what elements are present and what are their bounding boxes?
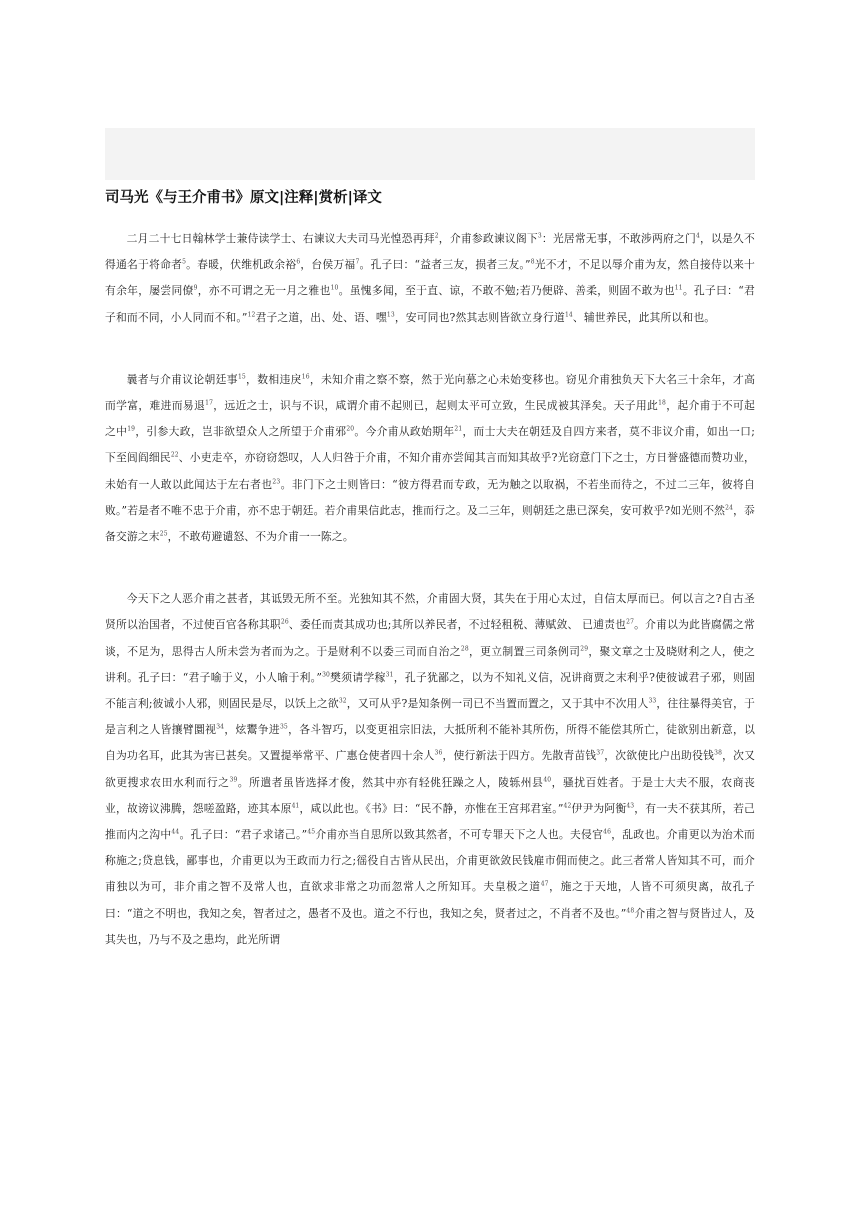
- text-run: ，聚文章之士及晓财利之人，使之讲利。孔子曰：“君子喻于义，小人喻于利。”: [105, 644, 756, 684]
- footnote-marker: 43: [626, 802, 635, 810]
- footnote-marker: 15: [237, 373, 246, 381]
- footnote-marker: 12: [247, 311, 256, 319]
- text-run: ，乱政也。介甫更以为治术而称施之;贷息钱，鄙事也，介甫更以为王政而力行之;徭役自古皆从民出，介甫更欲敛民钱雇市佣而使之。此三者常人皆知其不可，而介甫独以为可，非介甫之智不及常人也，直欲求非常之功而忽常人之所知耳。夫皇极之道: [105, 828, 756, 894]
- footnote-marker: 21: [454, 425, 463, 433]
- footnote-marker: 2: [434, 232, 439, 240]
- text-run: ，介甫参政谏议阁下: [438, 232, 538, 245]
- header-band: [105, 128, 755, 180]
- text-run: ，台侯万福: [300, 258, 356, 272]
- footnote-marker: 20: [346, 425, 355, 433]
- footnote-marker: 35: [279, 723, 288, 731]
- text-run: 君子之道，出、处、语、嘿: [255, 310, 387, 324]
- footnote-marker: 16: [301, 373, 310, 381]
- footnote-marker: 37: [596, 749, 605, 757]
- footnote-marker: 32: [338, 697, 347, 705]
- text-run: 介甫之智与贤皆过人，及其失也，乃与不及之患均，此光所谓: [105, 906, 755, 946]
- footnote-marker: 39: [229, 776, 238, 784]
- text-run: ，咸以此也。《书》曰：“民不静，亦惟在王宫邦君室。”: [299, 801, 564, 815]
- text-run: ，各斗智巧，以变更祖宗旧法，大抵所利不能补其所伤，所得不能偿其所亡，徒欲别出新意，以自为功名耳，此其为害已甚矣。又置提举常平、广惠仓使者四十余人: [105, 723, 756, 763]
- text-run: ，起介甫于不可起之中: [105, 399, 756, 439]
- text-run: 。孔子曰：“君子求诸己。”: [179, 828, 308, 842]
- text-run: 樊须请学稼: [330, 670, 386, 684]
- footnote-marker: 9: [193, 284, 198, 292]
- footnote-marker: 41: [291, 802, 300, 810]
- article-title: 司马光《与王介甫书》原文|注释|赏析|译文: [105, 190, 382, 206]
- footnote-marker: 17: [205, 399, 214, 407]
- text-run: 。孔子曰：“益者三友，损者三友。”: [359, 258, 531, 272]
- text-run: 。非门下之士则皆曰：“彼方得君而专政，无为触之以取祸，不若坐而待之，不过二三年，彼将自败。”若是者不唯不忠于介甫，亦不忠于朝廷。若介甫果信此志，推而行之。及二三年，则朝廷之患已深矣，安可救乎?如光则不然: [105, 477, 756, 517]
- footnote-marker: 7: [355, 258, 360, 266]
- text-run: ，数相违戾: [245, 372, 302, 386]
- footnote-marker: 48: [626, 907, 635, 915]
- footnote-marker: 47: [540, 880, 549, 888]
- text-run: 伊尹为阿衡: [571, 801, 627, 815]
- footnote-marker: 24: [725, 504, 734, 512]
- text-run: 今天下之人恶介甫之甚者，其诋毁无所不至。光独知其不然，介甫固大贤，其失在于用心太过，自信太厚而已。何以言之?自古圣贤所以治国者，不过使百官各称其职: [105, 592, 755, 632]
- footnote-marker: 10: [330, 284, 339, 292]
- text-run: 。所遣者虽皆选择才俊，然其中亦有轻佻狂躁之人，陵轹州县: [237, 775, 544, 789]
- text-run: ，又可从乎?是知条例一司已不当置而置之，又于其中不次用人: [346, 697, 649, 711]
- text-run: ，使行新法于四方。先散青苗钱: [442, 749, 597, 763]
- footnote-marker: 6: [296, 258, 301, 266]
- text-run: ，次欲使比户出助役钱: [604, 749, 715, 763]
- footnote-marker: 30: [322, 671, 330, 679]
- text-run: 、委任而责其成功也;其所以养民者，不过轻租税、薄赋敛、 已逋责也: [288, 618, 627, 632]
- text-run: ，施之于天地，人皆不可须臾离，故孔子曰：“道之不明也，我知之矣，智者过之，愚者不及也。道之不行也，我知之矣，贤者过之，不肖者不及也。”: [105, 880, 755, 920]
- footnote-marker: 29: [580, 645, 589, 653]
- text-run: ，炫鬻争进: [224, 723, 280, 737]
- text-run: ，有一夫不获其所，若己推而内之沟中: [105, 801, 755, 842]
- text-run: ，未知介甫之察不察，然于光向慕之心未始变移也。窃见介甫独负天下大名三十余年，才高而学富，难进而易退: [105, 372, 756, 413]
- footnote-marker: 27: [626, 618, 635, 626]
- footnote-marker: 11: [674, 284, 683, 292]
- footnote-marker: 34: [216, 723, 225, 731]
- text-run: ，安可同也?然其志则皆欲立身行道: [394, 310, 565, 324]
- footnote-marker: 28: [460, 645, 469, 653]
- paragraph: [105, 586, 755, 953]
- text-run: 二月二十七日翰林学士兼侍读学士、右谏议大夫司马光惶恐再拜: [126, 232, 435, 245]
- paragraph: [105, 367, 755, 550]
- footnote-marker: 22: [170, 451, 179, 459]
- text-run: 、小吏走卒，亦窃窃怨叹，人人归咎于介甫，不知介甫亦尝闻其言而知其故乎?光窃意门下之士，方日誉盛德而赞功业，未始有一人敢以此闻达于左右者也: [105, 451, 756, 491]
- text-run: 、辅世养民，此其所以和也。: [572, 310, 716, 324]
- footnote-marker: 25: [159, 530, 168, 538]
- footnote-marker: 23: [272, 478, 281, 486]
- footnote-marker: 26: [280, 618, 289, 626]
- footnote-marker: 18: [658, 399, 667, 407]
- text-run: ，往往暴得美官，于是言利之人皆攘臂圜视: [105, 697, 755, 737]
- footnote-marker: 44: [171, 828, 180, 836]
- text-run: ，远近之士，识与不识，咸谓介甫不起则已，起则太平可立致，生民成被其泽矣。天子用此: [213, 399, 659, 413]
- text-run: ，不敢苟避谴怒、不为介甫一一陈之。: [167, 530, 354, 544]
- text-run: 。今介甫从政始期年: [354, 425, 455, 439]
- text-run: ：光居常无事，不敢涉两府之门: [541, 232, 696, 245]
- paragraph-gap: [105, 550, 755, 586]
- footnote-marker: 5: [182, 258, 187, 266]
- text-run: 。虽愧多闻，至于直、谅，不敢不勉;若乃便辟、善柔，则固不敢为也: [338, 284, 675, 298]
- footnote-marker: 13: [386, 311, 395, 319]
- footnote-marker: 8: [530, 258, 535, 266]
- text-run: 。春暖，伏维机政余裕: [186, 258, 297, 272]
- text-run: ，而士大夫在朝廷及自四方来者，莫不非议介甫，如出一口;下至闾阎细民: [105, 425, 755, 465]
- text-run: 。介甫以为此皆腐儒之常谈，不足为，思得古人所未尝为者而为之。于是财利不以委三司而自治之: [105, 618, 755, 658]
- paragraph: [105, 226, 755, 331]
- text-run: ，引参大政，岂非欲望众人之所望于介甫邪: [135, 425, 347, 439]
- paragraph-gap: [105, 331, 755, 367]
- footnote-marker: 46: [603, 828, 612, 836]
- text-run: ，更立制置三司条例司: [468, 644, 581, 658]
- text-run: 光不才，不足以辱介甫为友，然自接侍以来十有余年，屡尝同僚: [105, 258, 755, 298]
- text-run: 。孔子曰：“君子和而不同，小人同而不和。”: [105, 284, 755, 324]
- footnote-marker: 36: [434, 749, 443, 757]
- footnote-marker: 33: [648, 697, 657, 705]
- text-run: 曩者与介甫议论朝廷事: [126, 372, 238, 386]
- footnote-marker: 14: [564, 311, 573, 319]
- footnote-marker: 19: [127, 425, 136, 433]
- footnote-marker: 38: [714, 749, 723, 757]
- text-run: ，以是久不得通名于将命者: [105, 232, 756, 272]
- footnote-marker: 31: [385, 671, 394, 679]
- text-run: ，孔子犹鄙之，以为不知礼义信，况讲商贾之末利乎?使彼诚君子邪，则固不能言利;彼诚小人邪，则固民是尽，以饫上之欲: [105, 670, 755, 711]
- text-run: ，亦不可谓之无一月之雅也: [197, 284, 331, 298]
- footnote-marker: 40: [543, 776, 552, 784]
- text-run: ，骚扰百姓者。于是士大夫不服，农商丧业，故谤议沸腾，怨嗟盈路，迹其本原: [105, 775, 755, 815]
- footnote-marker: 45: [307, 828, 316, 836]
- text-run: ，次又欲更搜求农田水利而行之: [105, 749, 756, 789]
- footnote-marker: 42: [563, 802, 572, 810]
- article-body: [105, 226, 755, 953]
- footnote-marker: 3: [537, 232, 542, 240]
- text-run: 介甫亦当自思所以致其然者，不可专罪天下之人也。夫侵官: [315, 828, 604, 842]
- footnote-marker: 4: [696, 232, 700, 240]
- text-run: ，忝备交游之末: [105, 503, 755, 544]
